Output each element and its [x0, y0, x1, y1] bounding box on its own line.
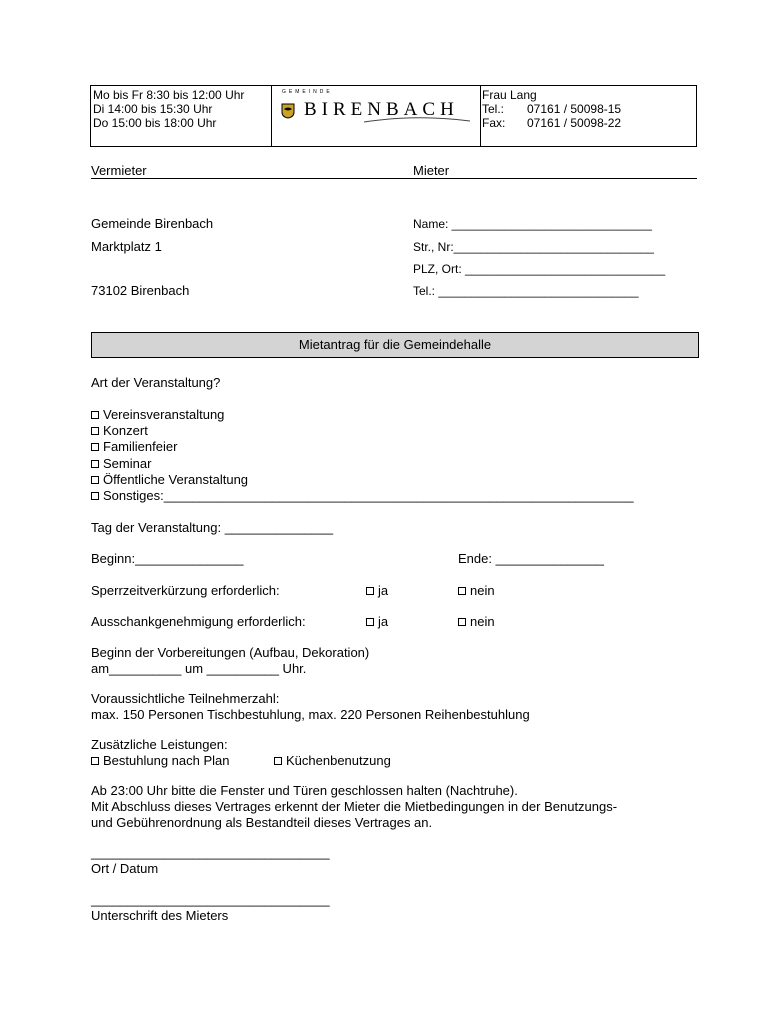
note-line-2: Mit Abschluss dieses Vertrages erkennt der Mieter die Mietbedingungen in der Benutzungs-: [91, 799, 618, 814]
header-box: [90, 85, 697, 147]
vermieter-line-1: Gemeinde Birenbach: [91, 216, 214, 231]
option-vereinsveranstaltung[interactable]: Vereinsveranstaltung: [91, 407, 224, 422]
contact-name: Frau Lang: [482, 88, 537, 102]
ausschank-ja[interactable]: ja: [366, 614, 388, 629]
vermieter-line-2: Marktplatz 1: [91, 239, 162, 254]
vermieter-heading: Vermieter: [91, 163, 147, 178]
preparation-label: Beginn der Vorbereitungen (Aufbau, Dekoration): [91, 645, 370, 660]
preparation-field[interactable]: am__________ um __________ Uhr.: [91, 661, 307, 676]
checkbox-icon[interactable]: [91, 427, 99, 435]
note-line-1: Ab 23:00 Uhr bitte die Fenster und Türen geschlossen halten (Nachtruhe).: [91, 783, 518, 798]
checkbox-icon[interactable]: [458, 618, 466, 626]
option-oeffentliche-veranstaltung[interactable]: Öffentliche Veranstaltung: [91, 472, 248, 487]
checkbox-icon[interactable]: [366, 618, 374, 626]
mieter-street-field[interactable]: Str., Nr:______________________________: [413, 240, 654, 254]
option-sonstiges[interactable]: Sonstiges:_________________________________________________________________: [91, 488, 634, 503]
event-date-field[interactable]: Tag der Veranstaltung: _______________: [91, 520, 334, 535]
signature-line[interactable]: _________________________________: [91, 892, 330, 907]
header-divider-right: [480, 86, 481, 146]
tel-value: 07161 / 50098-15: [527, 102, 622, 116]
parties-rule: [91, 178, 697, 179]
participants-text: max. 150 Personen Tischbestuhlung, max. 220 Personen Reihenbestuhlung: [91, 707, 530, 722]
ausschank-label: Ausschankgenehmigung erforderlich:: [91, 614, 306, 629]
checkbox-icon[interactable]: [91, 492, 99, 500]
checkbox-icon[interactable]: [458, 587, 466, 595]
ort-datum-label: Ort / Datum: [91, 861, 159, 876]
ort-datum-line[interactable]: _________________________________: [91, 845, 330, 860]
vermieter-line-3: 73102 Birenbach: [91, 283, 190, 298]
mieter-plz-field[interactable]: PLZ, Ort: ______________________________: [413, 262, 666, 276]
option-kuechenbenutzung[interactable]: Küchenbenutzung: [274, 753, 391, 768]
checkbox-icon[interactable]: [91, 411, 99, 419]
tel-label: Tel.:: [482, 102, 505, 116]
sperrzeit-nein[interactable]: nein: [458, 583, 495, 598]
checkbox-icon[interactable]: [91, 476, 99, 484]
option-seminar[interactable]: Seminar: [91, 456, 151, 471]
hours-line-3: Do 15:00 bis 18:00 Uhr: [93, 116, 217, 130]
extra-services-label: Zusätzliche Leistungen:: [91, 737, 228, 752]
participants-label: Voraussichtliche Teilnehmerzahl:: [91, 691, 280, 706]
mieter-heading: Mieter: [413, 163, 450, 178]
end-time-field[interactable]: Ende: _______________: [458, 551, 605, 566]
event-type-question: Art der Veranstaltung?: [91, 375, 221, 390]
checkbox-icon[interactable]: [91, 757, 99, 765]
begin-time-field[interactable]: Beginn:_______________: [91, 551, 244, 566]
option-familienfeier[interactable]: Familienfeier: [91, 439, 177, 454]
checkbox-icon[interactable]: [91, 460, 99, 468]
mieter-tel-field[interactable]: Tel.: ______________________________: [413, 284, 639, 298]
checkbox-icon[interactable]: [274, 757, 282, 765]
crest-icon: [281, 103, 295, 119]
note-line-3: und Gebührenordnung als Bestandteil dieses Vertrages an.: [91, 815, 433, 830]
hours-line-2: Di 14:00 bis 15:30 Uhr: [93, 102, 213, 116]
mieter-name-field[interactable]: Name: ______________________________: [413, 217, 652, 231]
hours-line-1: Mo bis Fr 8:30 bis 12:00 Uhr: [93, 88, 245, 102]
option-bestuhlung[interactable]: Bestuhlung nach Plan: [91, 753, 229, 768]
logo-small-text: GEMEINDE: [282, 89, 333, 95]
fax-value: 07161 / 50098-22: [527, 116, 622, 130]
logo-text: BIRENBACH: [304, 99, 459, 120]
signature-label: Unterschrift des Mieters: [91, 908, 229, 923]
checkbox-icon[interactable]: [366, 587, 374, 595]
municipality-logo: [272, 86, 480, 146]
sperrzeit-ja[interactable]: ja: [366, 583, 388, 598]
checkbox-icon[interactable]: [91, 443, 99, 451]
form-title: Mietantrag für die Gemeindehalle: [91, 332, 699, 358]
sperrzeit-label: Sperrzeitverkürzung erforderlich:: [91, 583, 280, 598]
ausschank-nein[interactable]: nein: [458, 614, 495, 629]
logo-swoosh-icon: [362, 116, 472, 124]
fax-label: Fax:: [482, 116, 506, 130]
option-konzert[interactable]: Konzert: [91, 423, 148, 438]
